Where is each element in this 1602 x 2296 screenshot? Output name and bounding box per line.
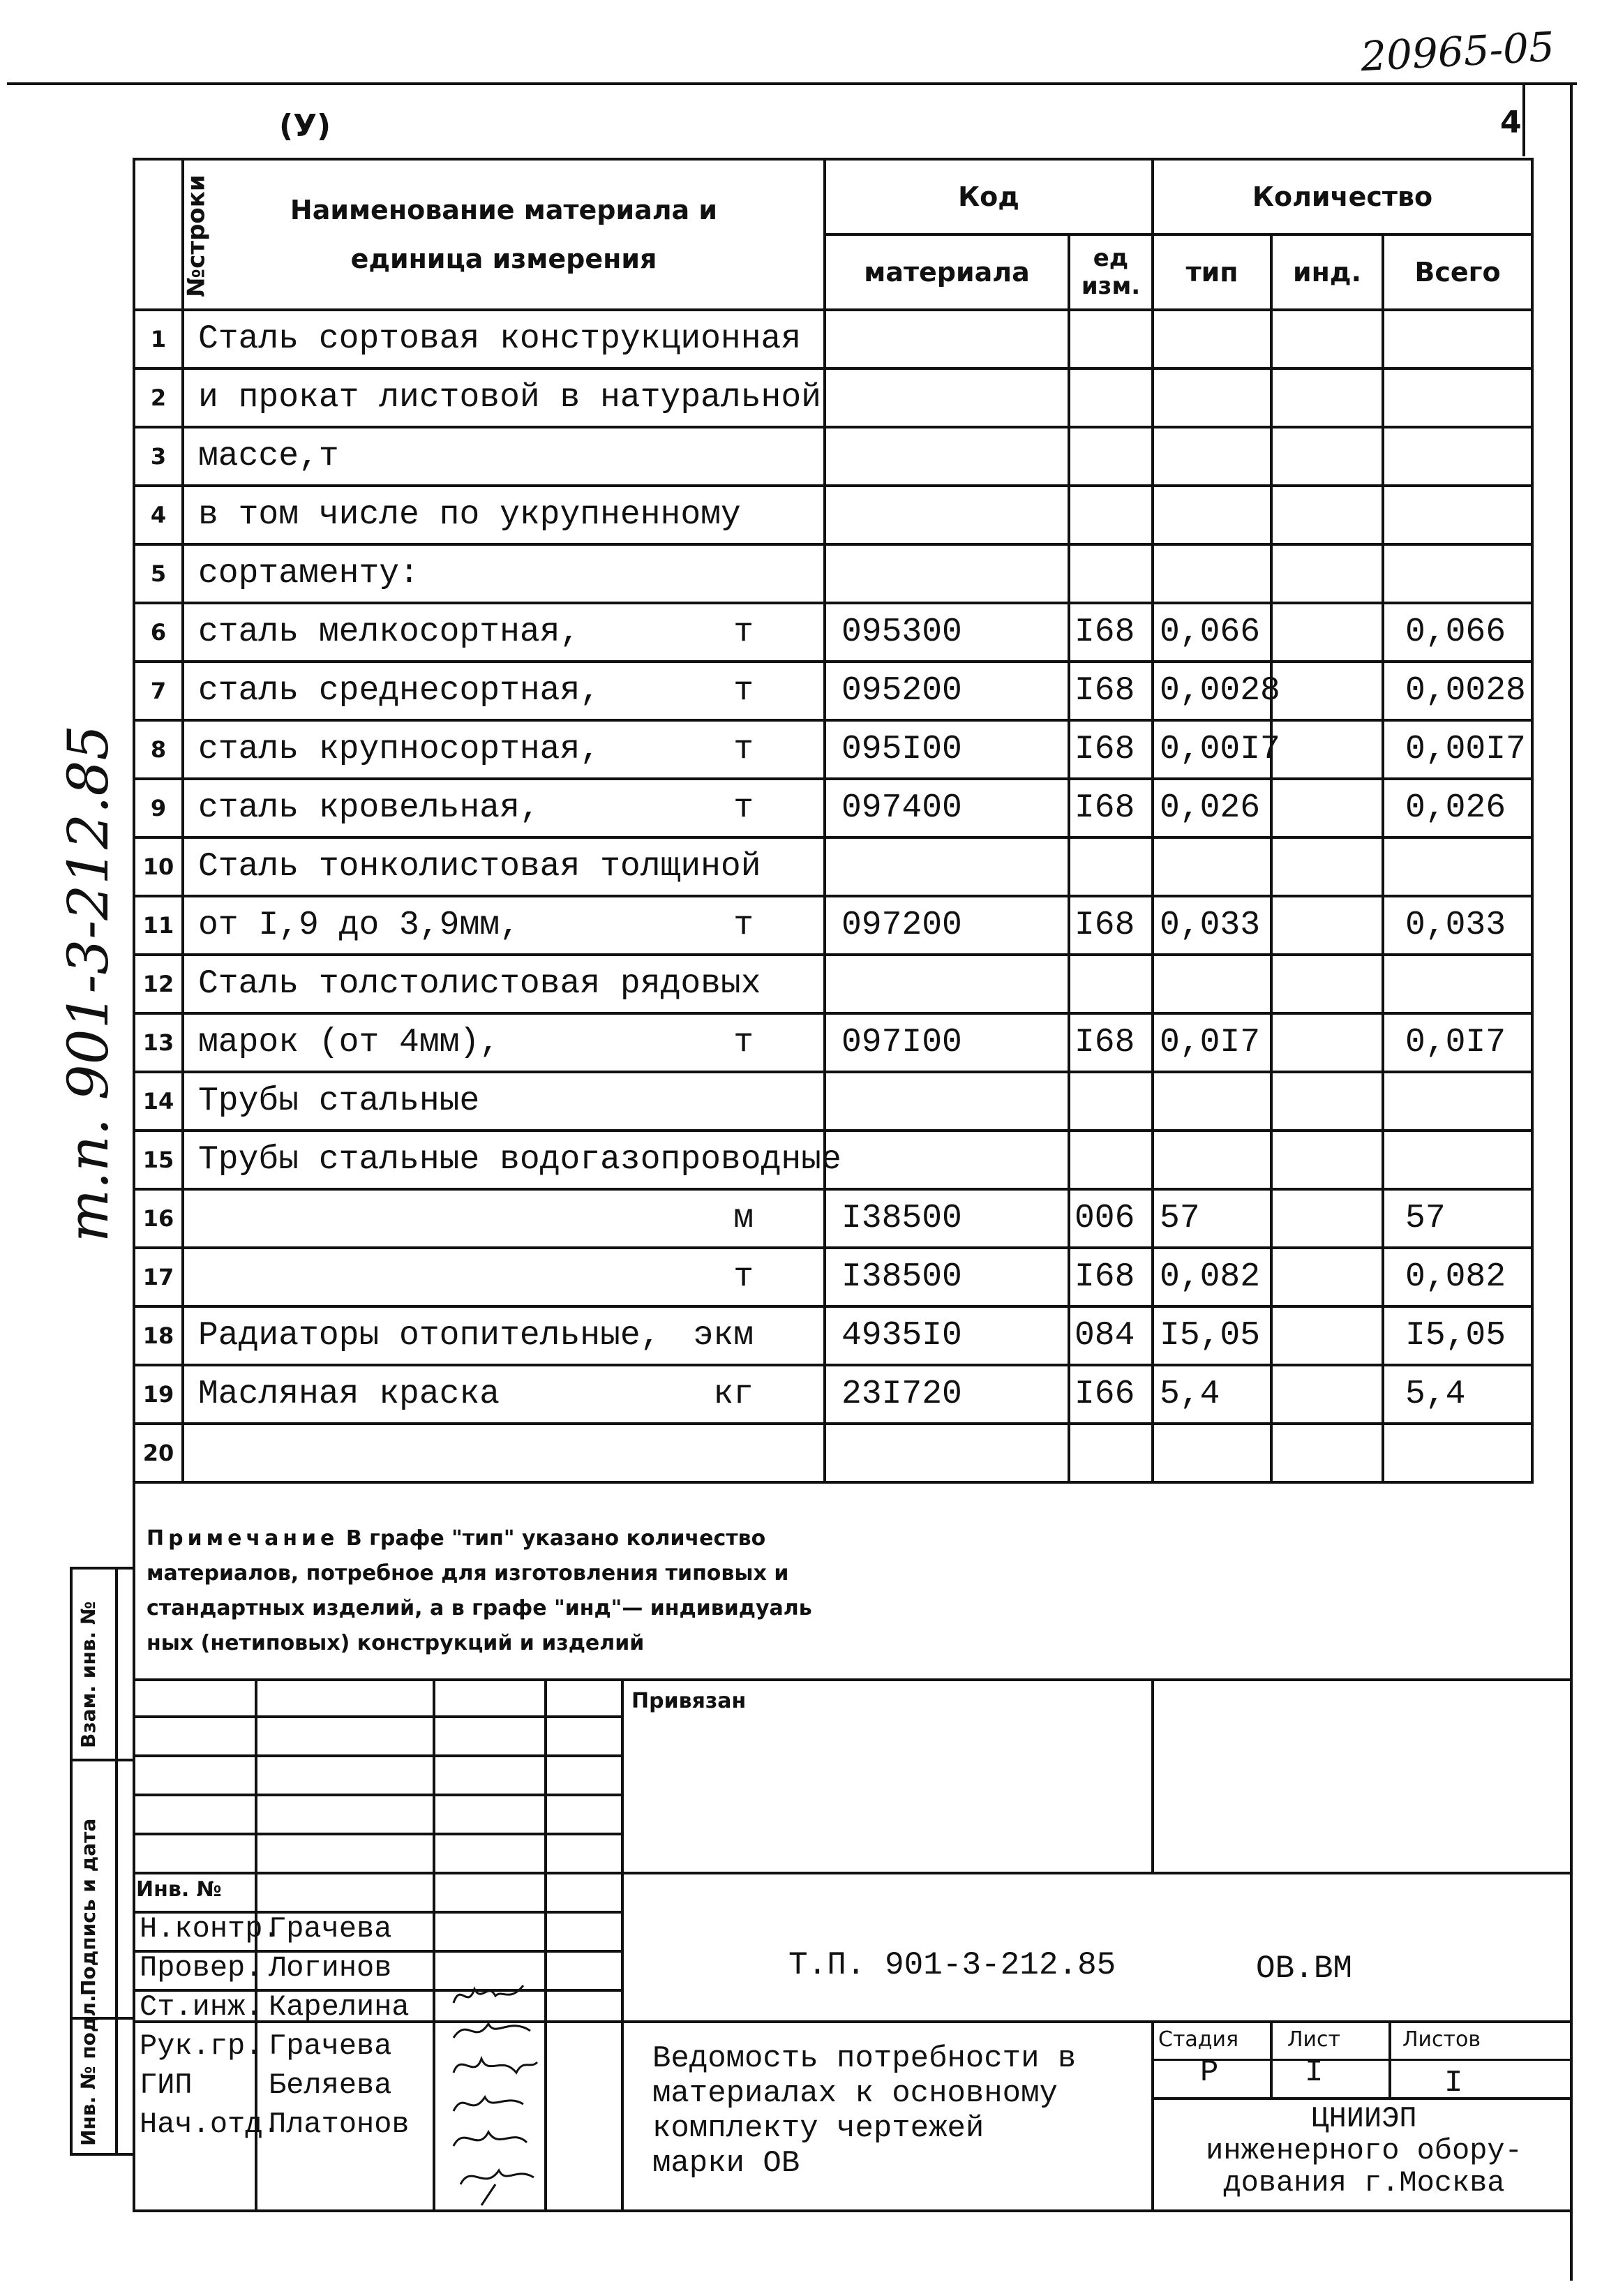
top-border (7, 82, 1577, 85)
qty-total: 5,4 (1383, 1365, 1532, 1424)
qty-total: 0,082 (1383, 1248, 1532, 1306)
row-number: 11 (134, 896, 183, 955)
signature-3 (454, 2059, 537, 2073)
material-unit: т (733, 1024, 754, 1061)
qty-total (1383, 1424, 1532, 1482)
material-code (825, 368, 1069, 427)
row-number: 6 (134, 603, 183, 662)
tb-row-a (133, 1715, 621, 1718)
qty-type (1153, 310, 1271, 368)
material-name (183, 1189, 825, 1248)
material-name (183, 662, 825, 720)
material-name (183, 1248, 825, 1306)
qty-type (1153, 427, 1271, 486)
qty-ind (1271, 1306, 1383, 1365)
row-number: 19 (134, 1365, 183, 1424)
staff-role: Рук.гр. (140, 2029, 263, 2063)
stamp-row-2 (70, 1759, 133, 1761)
qty-type: I5,05 (1153, 1306, 1271, 1365)
material-code (825, 955, 1069, 1013)
material-code: 095300 (825, 603, 1069, 662)
qty-total: 57 (1383, 1189, 1532, 1248)
qty-ind (1271, 1131, 1383, 1189)
table-row (134, 955, 1532, 1013)
note-label: Примечание (147, 1526, 339, 1551)
material-name (183, 955, 825, 1013)
sheet-number-box-left (1522, 82, 1525, 156)
row-number: 16 (134, 1189, 183, 1248)
org-line: ЦНИИЭП (1311, 2102, 1417, 2135)
material-code (825, 1131, 1069, 1189)
stage-label: Стадия (1158, 2027, 1239, 2052)
material-name-text: Масляная краска (198, 1376, 500, 1413)
material-name (183, 1131, 841, 1189)
qty-ind (1271, 779, 1383, 837)
qty-total: 0,026 (1383, 779, 1532, 837)
row-number: 5 (134, 544, 183, 603)
unit-code (1069, 310, 1153, 368)
material-code (825, 837, 1069, 896)
code-material-header: материала (825, 234, 1069, 310)
table-row (134, 544, 1532, 603)
qty-ind (1271, 1248, 1383, 1306)
material-name (183, 310, 825, 368)
org-line: инженерного обору- (1206, 2134, 1522, 2168)
staff-name: Грачева (269, 1912, 392, 1946)
material-unit: т (733, 672, 754, 710)
material-name (183, 368, 825, 427)
tb-bottom (133, 2209, 1573, 2212)
material-code (825, 427, 1069, 486)
material-code: 097I00 (825, 1013, 1069, 1072)
material-name-text: Трубы стальные водогазопроводные (198, 1141, 841, 1179)
qty-type (1153, 1072, 1271, 1131)
qty-total: 0,033 (1383, 896, 1532, 955)
qty-total (1383, 544, 1532, 603)
staff-name: Платонов (269, 2108, 410, 2141)
qty-type (1153, 955, 1271, 1013)
staff-name: Логинов (269, 1951, 392, 1985)
note-bottom (133, 1678, 1573, 1681)
org-line: дования г.Москва (1223, 2166, 1505, 2200)
unit-code (1069, 1424, 1153, 1482)
material-name-text: Сталь тонколистовая толщиной (198, 848, 761, 886)
material-name-text: Трубы стальные (198, 1082, 480, 1120)
material-name-text: в том числе по укрупненному (198, 496, 741, 534)
qty-ind (1271, 603, 1383, 662)
qty-type (1153, 486, 1271, 544)
material-code: 097200 (825, 896, 1069, 955)
qty-ind (1271, 720, 1383, 779)
row-number: 9 (134, 779, 183, 837)
material-name-text: марок (от 4мм), (198, 1024, 500, 1061)
staff-name: Карелина (269, 1990, 410, 2024)
material-name-text: сортаменту: (198, 555, 419, 592)
signature-6 (461, 2170, 534, 2205)
stage-value: Р (1200, 2055, 1219, 2090)
unit-code: I68 (1069, 1248, 1153, 1306)
qty-type: 0,0028 (1153, 662, 1271, 720)
material-unit: м (733, 1200, 754, 1237)
row-number: 12 (134, 955, 183, 1013)
material-name (183, 603, 825, 662)
mark-code: ОВ.ВМ (1256, 1951, 1353, 1987)
row-number: 2 (134, 368, 183, 427)
material-unit: т (733, 731, 754, 768)
qty-ind (1271, 955, 1383, 1013)
code-header: Код (825, 159, 1153, 234)
material-name (183, 720, 825, 779)
qty-type: 0,066 (1153, 603, 1271, 662)
qty-ind (1271, 427, 1383, 486)
row-number: 14 (134, 1072, 183, 1131)
table-row (134, 368, 1532, 427)
sheets-label: Листов (1402, 2027, 1481, 2052)
signatures-drawing (447, 1975, 544, 2205)
qty-total (1383, 486, 1532, 544)
material-unit: т (733, 907, 754, 944)
table-row (134, 310, 1532, 368)
unit-code: I68 (1069, 779, 1153, 837)
qty-ind (1271, 486, 1383, 544)
qty-type: 0,00I7 (1153, 720, 1271, 779)
qty-total: 0,00I7 (1383, 720, 1532, 779)
qty-total: I5,05 (1383, 1306, 1532, 1365)
material-code (825, 544, 1069, 603)
material-table (133, 158, 1534, 1484)
row-number: 8 (134, 720, 183, 779)
row-number: 13 (134, 1013, 183, 1072)
qty-ind (1271, 1365, 1383, 1424)
signature-1 (454, 1985, 523, 2003)
signature-5 (454, 2132, 527, 2146)
material-unit: т (733, 613, 754, 651)
qty-ind (1271, 662, 1383, 720)
table-row (134, 1365, 1532, 1424)
material-name (183, 896, 825, 955)
side-designation: т.п. 901-3-212.85 (56, 724, 121, 1242)
stamp-col-left (70, 1567, 73, 2153)
table-row (134, 486, 1532, 544)
table-row (134, 427, 1532, 486)
tb-row-d (133, 1833, 621, 1835)
material-name (183, 779, 825, 837)
stamp-col-inner (115, 1567, 118, 2153)
material-name (183, 544, 825, 603)
staff-role: Н.контр. (140, 1912, 280, 1946)
row-number: 7 (134, 662, 183, 720)
qty-ind-header: инд. (1271, 234, 1383, 310)
table-row (134, 837, 1532, 896)
material-code (825, 310, 1069, 368)
row-number: 18 (134, 1306, 183, 1365)
row-number: 4 (134, 486, 183, 544)
signature-4 (454, 2097, 523, 2111)
inv-podl-label: Инв. № подл. (77, 1995, 100, 2146)
table-row (134, 1072, 1532, 1131)
qty-type: 0,033 (1153, 896, 1271, 955)
name-header: Наименование материала и единица измерения (183, 159, 825, 310)
table-row (134, 1013, 1532, 1072)
code-unit-header: ед изм. (1069, 234, 1153, 310)
row-number: 17 (134, 1248, 183, 1306)
title-line: марки ОВ (652, 2146, 800, 2181)
row-number: 1 (134, 310, 183, 368)
tb-row-b (133, 1754, 621, 1757)
row-number-header: №строки (134, 159, 183, 310)
right-border (1570, 82, 1573, 2281)
material-code: 4935I0 (825, 1306, 1069, 1365)
qty-total: 0,0028 (1383, 662, 1532, 720)
unit-code (1069, 1072, 1153, 1131)
table-row (134, 662, 1532, 720)
unit-code (1069, 955, 1153, 1013)
material-name-text: сталь среднесортная, (198, 672, 601, 710)
row-number: 3 (134, 427, 183, 486)
qty-ind (1271, 1424, 1383, 1482)
qty-ind (1271, 896, 1383, 955)
material-name (183, 1013, 825, 1072)
title-line: материалах к основному (652, 2076, 1058, 2111)
material-name (183, 1424, 825, 1482)
material-code: I38500 (825, 1189, 1069, 1248)
stamp-row-1 (70, 1567, 133, 1570)
staff-role: Нач.отд. (140, 2108, 280, 2141)
unit-code: 006 (1069, 1189, 1153, 1248)
unit-code: I68 (1069, 720, 1153, 779)
unit-code: I68 (1069, 662, 1153, 720)
qty-total (1383, 427, 1532, 486)
privyazan-label: Привязан (631, 1689, 747, 1713)
qty-total (1383, 1072, 1532, 1131)
sheets-value: I (1444, 2066, 1463, 2101)
material-name-text: массе,т (198, 438, 339, 475)
table-row (134, 779, 1532, 837)
table-row (134, 1131, 1532, 1189)
unit-code: I68 (1069, 603, 1153, 662)
sheet-number: 4 (1500, 105, 1522, 140)
qty-ind (1271, 1189, 1383, 1248)
material-name-text: сталь крупносортная, (198, 731, 601, 768)
tb-col-3 (544, 1678, 547, 2209)
unit-code: I68 (1069, 896, 1153, 955)
qty-ind (1271, 837, 1383, 896)
material-name-text: и прокат листовой в натуральной (198, 379, 821, 417)
table-row (134, 1248, 1532, 1306)
qty-total (1383, 955, 1532, 1013)
row-number: 10 (134, 837, 183, 896)
material-code: 23I720 (825, 1365, 1069, 1424)
mark-label: (У) (279, 108, 331, 144)
unit-code: I66 (1069, 1365, 1153, 1424)
row-number: 15 (134, 1131, 183, 1189)
material-code: I38500 (825, 1248, 1069, 1306)
table-row (134, 603, 1532, 662)
staff-name: Беляева (269, 2068, 392, 2102)
sheet-value: I (1305, 2055, 1324, 2090)
qty-type: 57 (1153, 1189, 1271, 1248)
row-number: 20 (134, 1424, 183, 1482)
material-name (183, 837, 825, 896)
material-name (183, 1306, 825, 1365)
qty-type (1153, 837, 1271, 896)
material-name-text: Радиаторы отопительные, (198, 1317, 661, 1355)
tb-col-2 (433, 1678, 435, 2209)
table-row (134, 1306, 1532, 1365)
material-name-text: от I,9 до 3,9мм, (198, 907, 520, 944)
qty-total (1383, 837, 1532, 896)
unit-code (1069, 837, 1153, 896)
qty-type: 0,026 (1153, 779, 1271, 837)
doc-code: Т.П. 901-3-212.85 (788, 1947, 1116, 1983)
qty-ind (1271, 310, 1383, 368)
stamp-row-4 (70, 2153, 133, 2156)
unit-code (1069, 544, 1153, 603)
podpis-data-label: Подпись и дата (77, 1818, 100, 1996)
material-unit: т (733, 789, 754, 827)
table-row (134, 720, 1532, 779)
qty-type (1153, 368, 1271, 427)
tb-col-4 (621, 1678, 624, 2209)
staff-role: Провер. (140, 1951, 263, 1985)
material-name (183, 1072, 825, 1131)
quantity-header: Количество (1153, 159, 1532, 234)
unit-code (1069, 486, 1153, 544)
qty-ind (1271, 1072, 1383, 1131)
tb-col-stage (1151, 2020, 1154, 2209)
qty-ind (1271, 1013, 1383, 1072)
qty-ind (1271, 368, 1383, 427)
material-unit: т (733, 1258, 754, 1296)
vz-inv-label: Взам. инв. № (77, 1601, 100, 1748)
material-name (183, 486, 825, 544)
unit-code (1069, 368, 1153, 427)
qty-ind (1271, 544, 1383, 603)
qty-type: 0,082 (1153, 1248, 1271, 1306)
qty-total (1383, 368, 1532, 427)
qty-total (1383, 310, 1532, 368)
material-code (825, 1072, 1069, 1131)
table-row (134, 1424, 1532, 1482)
tb-stage-bottom (1151, 2097, 1573, 2100)
unit-code: 084 (1069, 1306, 1153, 1365)
material-name (183, 1365, 825, 1424)
material-name-text: Сталь толстолистовая рядовых (198, 965, 761, 1003)
material-name (183, 427, 825, 486)
unit-code: I68 (1069, 1013, 1153, 1072)
material-unit: кг (713, 1376, 754, 1413)
title-line: Ведомость потребности в (652, 2041, 1077, 2076)
qty-total: 0,066 (1383, 603, 1532, 662)
qty-total: 0,0I7 (1383, 1013, 1532, 1072)
table-row (134, 1189, 1532, 1248)
material-code (825, 1424, 1069, 1482)
material-name-text: Сталь сортовая конструкционная (198, 320, 802, 358)
tb-row-e (133, 1872, 1573, 1874)
qty-type-header: тип (1153, 234, 1271, 310)
staff-role: ГИП (140, 2068, 193, 2102)
unit-code (1069, 1131, 1153, 1189)
material-name-text: сталь кровельная, (198, 789, 540, 827)
staff-role: Ст.инж. (140, 1990, 263, 2024)
note: Примечание В графе "тип" указано количество материалов, потребное для изготовления типовых и стандартных изделий, а в графе "инд"— индивидуаль ных (нетиповых) конструкций и изделий (147, 1526, 812, 1655)
inv-no-label: Инв. № (136, 1877, 222, 1902)
tb-row-c (133, 1794, 621, 1796)
qty-type (1153, 1424, 1271, 1482)
material-code: 095I00 (825, 720, 1069, 779)
material-name-text: сталь мелкосортная, (198, 613, 581, 651)
tb-col-privyazan (1151, 1678, 1154, 1872)
table-row (134, 896, 1532, 955)
material-code (825, 486, 1069, 544)
material-unit: экм (693, 1317, 754, 1355)
unit-code (1069, 427, 1153, 486)
qty-type: 0,0I7 (1153, 1013, 1271, 1072)
material-code: 097400 (825, 779, 1069, 837)
qty-total-header: Всего (1383, 234, 1532, 310)
sheet-label: Лист (1287, 2027, 1341, 2052)
qty-type: 5,4 (1153, 1365, 1271, 1424)
material-code: 095200 (825, 662, 1069, 720)
signature-2 (454, 2024, 530, 2038)
staff-name: Грачева (269, 2029, 392, 2063)
qty-total (1383, 1131, 1532, 1189)
title-line: комплекту чертежей (652, 2111, 985, 2146)
qty-type (1153, 544, 1271, 603)
qty-type (1153, 1131, 1271, 1189)
document-number: 20965-05 (1359, 22, 1556, 81)
